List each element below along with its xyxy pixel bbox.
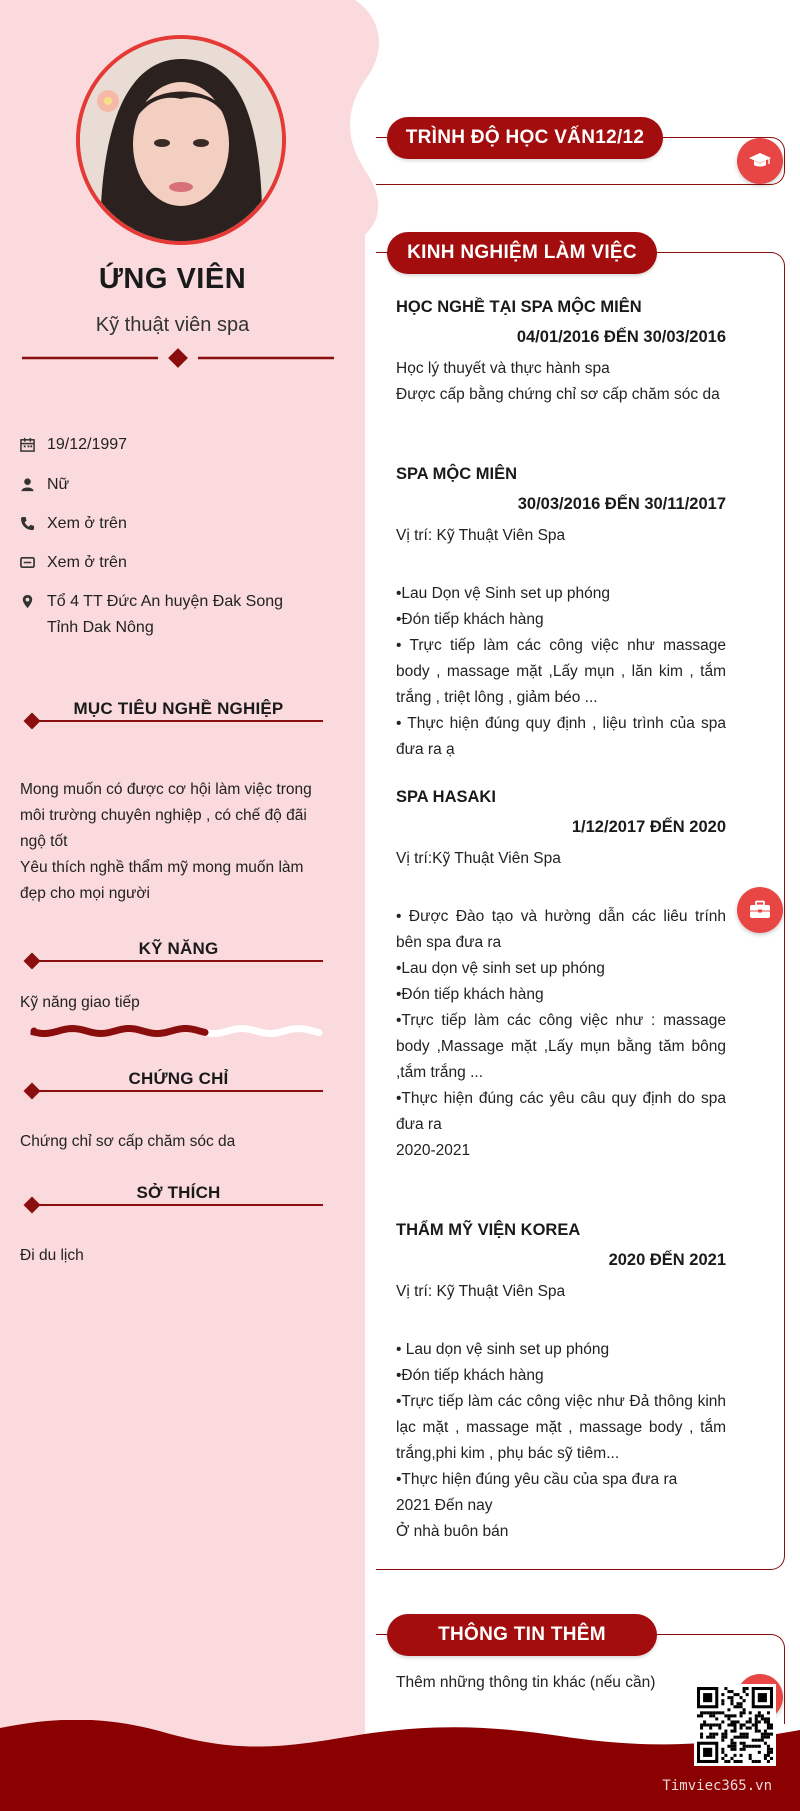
contact-gender bbox=[20, 472, 69, 498]
qr-code-image bbox=[697, 1687, 773, 1763]
graduation-cap-icon bbox=[737, 138, 783, 184]
address-line-2: Tỉnh Dak Nông bbox=[47, 619, 154, 636]
skills-heading bbox=[20, 939, 323, 967]
location-icon bbox=[20, 594, 35, 609]
contact-birthday bbox=[20, 432, 127, 458]
phone-text: Xem ở trên bbox=[47, 515, 127, 532]
address-line-1: Tổ 4 TT Đức An huyện Đak Song bbox=[47, 593, 284, 610]
objective-text: Mong muốn có được cơ hội làm việc trong môi trường chuyên nghiệp , có chế độ đãi ngộ tốt Yêu thích nghề thẩm mỹ mong muốn làm đẹp cho mọi người bbox=[20, 781, 312, 902]
objective-heading bbox=[20, 699, 323, 727]
experience-title: KINH NGHIỆM LÀM VIỆC bbox=[387, 232, 657, 274]
education-title: TRÌNH ĐỘ HỌC VẤN12/12 bbox=[387, 117, 663, 159]
hobbies-title: SỞ THÍCH bbox=[136, 1183, 221, 1202]
contact-phone bbox=[20, 511, 127, 537]
certificates-title: CHỨNG CHỈ bbox=[128, 1069, 229, 1088]
skills-title: KỸ NĂNG bbox=[138, 939, 219, 958]
briefcase-icon bbox=[737, 887, 783, 933]
avatar bbox=[76, 35, 286, 245]
heading-line bbox=[34, 1090, 323, 1092]
job-description: • Được Đào tạo và hường dẫn các liêu trính bên spa đưa ra •Lau dọn vệ sinh set up phóng •Đón tiếp khách hàng •Trực tiếp làm các công việc như : massage body ,Massage mặt ,Lấy mụn bằng tăm bông ,tắm trắng ... •Thực hiện đúng các yêu câu quy định do spa đưa ra 2020-2021 bbox=[396, 908, 726, 1159]
job-description: Học lý thuyết và thực hành spa Được cấp bằng chứng chỉ sơ cấp chăm sóc da bbox=[396, 360, 720, 403]
additional-text: Thêm những thông tin khác (nếu cần) bbox=[396, 1674, 656, 1691]
job-company: SPA MỘC MIÊN bbox=[396, 465, 518, 483]
candidate-name: ỨNG VIÊN bbox=[98, 263, 247, 295]
job-position: Vị trí:Kỹ Thuật Viên Spa bbox=[396, 850, 561, 867]
qr-code bbox=[694, 1684, 776, 1766]
gender-icon bbox=[20, 477, 35, 492]
skill-level-bar bbox=[30, 1023, 324, 1039]
heading-line bbox=[34, 1204, 323, 1206]
avatar-photo bbox=[80, 39, 282, 241]
job-entry bbox=[396, 461, 726, 763]
heading-line bbox=[34, 720, 323, 722]
job-entry bbox=[396, 784, 726, 1164]
phone-icon bbox=[20, 516, 35, 531]
job-date: 30/03/2016 ĐẾN 30/11/2017 bbox=[517, 495, 726, 513]
gender-text: Nữ bbox=[47, 476, 70, 493]
birthday-text: 19/12/1997 bbox=[47, 436, 128, 453]
job-date: 1/12/2017 ĐẾN 2020 bbox=[571, 818, 726, 836]
hobbies-heading bbox=[20, 1183, 323, 1211]
job-date: 04/01/2016 ĐẾN 30/03/2016 bbox=[516, 328, 726, 346]
job-entry bbox=[396, 294, 726, 408]
calendar-icon bbox=[20, 437, 35, 452]
certificates-text: Chứng chỉ sơ cấp chăm sóc da bbox=[20, 1133, 236, 1150]
additional-title: THÔNG TIN THÊM bbox=[387, 1614, 657, 1656]
title-divider bbox=[22, 348, 334, 368]
email-icon bbox=[20, 555, 35, 570]
certificates-heading bbox=[20, 1069, 323, 1097]
job-company: THẨM MỸ VIỆN KOREA bbox=[396, 1221, 581, 1239]
contact-address bbox=[20, 589, 283, 641]
job-description: • Lau dọn vệ sinh set up phóng •Đón tiếp khách hàng •Trực tiếp làm các công việc như Đả thông kinh lạc mặt , massage mặt , massage body , tắm trắng,phi kim , phụ bác sỹ tiêm... •Thực hiện đúng yêu cầu của spa đưa ra 2021 Đến nay Ở nhà buôn bán bbox=[396, 1341, 726, 1540]
contact-email bbox=[20, 550, 127, 576]
job-position: Vị trí: Kỹ Thuật Viên Spa bbox=[396, 527, 566, 544]
job-company: SPA HASAKI bbox=[396, 788, 496, 806]
job-description: •Lau Dọn vệ Sinh set up phóng •Đón tiếp khách hàng • Trực tiếp làm các công việc như massage body , massage mặt ,Lấy mụn , lăn kim , tắm trắng , triệt lông , giảm béo ... • Thực hiện đúng quy định , liệu trình của spa đưa ra ạ bbox=[396, 585, 726, 758]
job-title: Kỹ thuật viên spa bbox=[95, 314, 250, 336]
job-date: 2020 ĐẾN 2021 bbox=[608, 1251, 726, 1269]
watermark: Timviec365.vn bbox=[662, 1778, 772, 1794]
heading-line bbox=[34, 960, 323, 962]
job-company: HỌC NGHỀ TẠI SPA MỘC MIÊN bbox=[396, 298, 642, 316]
email-text: Xem ở trên bbox=[47, 554, 127, 571]
objective-title: MỤC TIÊU NGHỀ NGHIỆP bbox=[73, 699, 284, 718]
job-entry bbox=[396, 1217, 726, 1545]
footer-wave bbox=[0, 1720, 800, 1811]
skill-name: Kỹ năng giao tiếp bbox=[20, 994, 140, 1011]
job-position: Vị trí: Kỹ Thuật Viên Spa bbox=[396, 1283, 566, 1300]
hobbies-text: Đi du lịch bbox=[20, 1247, 84, 1264]
